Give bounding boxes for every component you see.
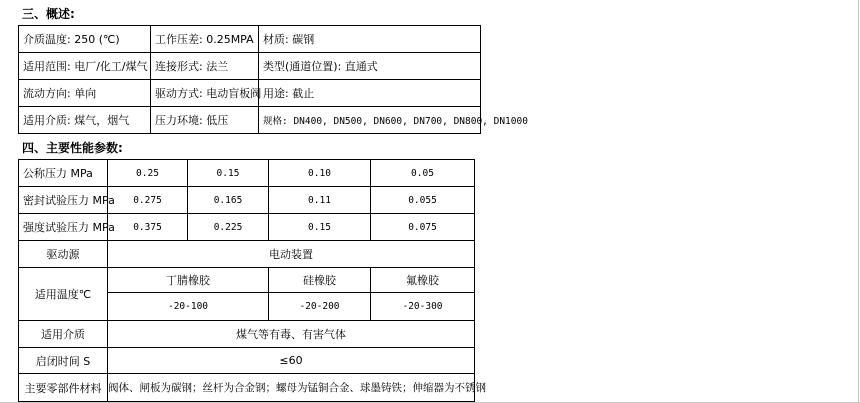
main-parts-material-label: 主要零部件材料 [19,374,108,402]
temperature-range-fluoro: -20-300 [371,293,475,321]
nominal-pressure-row [19,160,475,187]
right-edge-line [858,0,859,403]
drive-source-value: 电动装置 [108,241,475,268]
drive-mode: 驱动方式: 电动盲板阀 [151,80,259,107]
overview-table [18,25,528,134]
strength-test-pressure-value: 0.15 [269,214,371,241]
open-close-time-row [19,348,475,374]
connection-form: 连接形式: 法兰 [151,53,259,80]
specification: 规格: DN400, DN500, DN600, DN700, DN800, DN1000 [259,107,481,134]
nominal-pressure-value: 0.05 [371,160,475,187]
applicable-medium-value: 煤气等有毒、有害气体 [108,321,475,348]
section-4-heading: 四、主要性能参数: [22,141,123,155]
drive-source-label: 驱动源 [19,241,108,268]
seal-material-fluoro: 氟橡胶 [371,268,475,293]
nominal-pressure-value: 0.10 [269,160,371,187]
seal-material-nbr: 丁腈橡胶 [108,268,269,293]
temperature-material-row [19,268,475,293]
overview-row [19,107,481,134]
main-parts-material-row [19,374,475,402]
strength-test-pressure-value: 0.075 [371,214,475,241]
open-close-time-value: ≤60 [108,348,475,374]
strength-test-pressure-label: 强度试验压力 MPa [19,214,108,241]
nominal-pressure-value: 0.15 [188,160,269,187]
seal-test-pressure-value: 0.11 [269,187,371,214]
nominal-pressure-label: 公称压力 MPa [19,160,108,187]
strength-test-pressure-value: 0.375 [108,214,188,241]
medium-temperature: 介质温度: 250 (℃) [19,26,151,53]
overview-row [19,26,481,53]
seal-test-pressure-value: 0.055 [371,187,475,214]
flow-direction: 流动方向: 单向 [19,80,151,107]
section-3-heading: 三、概述: [22,7,75,21]
main-parts-material-value: 阀体、闸板为碳钢；丝杆为合金钢；螺母为锰铜合金、球墨铸铁；伸缩器为不锈钢 [108,374,475,402]
temperature-range-silicone: -20-200 [269,293,371,321]
pressure-environment: 压力环境: 低压 [151,107,259,134]
usage: 用途: 截止 [259,80,481,107]
temperature-range-nbr: -20-100 [108,293,269,321]
seal-material-silicone: 硅橡胶 [269,268,371,293]
application-range: 适用范围: 电厂/化工/煤气 [19,53,151,80]
material: 材质: 碳钢 [259,26,481,53]
temperature-label: 适用温度℃ [19,268,108,321]
seal-test-pressure-value: 0.165 [188,187,269,214]
applicable-medium-label: 适用介质 [19,321,108,348]
seal-test-pressure-value: 0.275 [108,187,188,214]
applicable-medium-row [19,321,475,348]
drive-source-row [19,241,475,268]
nominal-pressure-value: 0.25 [108,160,188,187]
strength-test-pressure-row [19,214,475,241]
seal-test-pressure-row [19,187,475,214]
strength-test-pressure-value: 0.225 [188,214,269,241]
channel-type: 类型(通道位置): 直通式 [259,53,481,80]
performance-table [18,159,486,402]
applicable-medium: 适用介质: 煤气，烟气 [19,107,151,134]
open-close-time-label: 启闭时间 S [19,348,108,374]
overview-row [19,80,481,107]
overview-row [19,53,481,80]
working-pressure-difference: 工作压差: 0.25MPA [151,26,259,53]
seal-test-pressure-label: 密封试验压力 MPa [19,187,108,214]
